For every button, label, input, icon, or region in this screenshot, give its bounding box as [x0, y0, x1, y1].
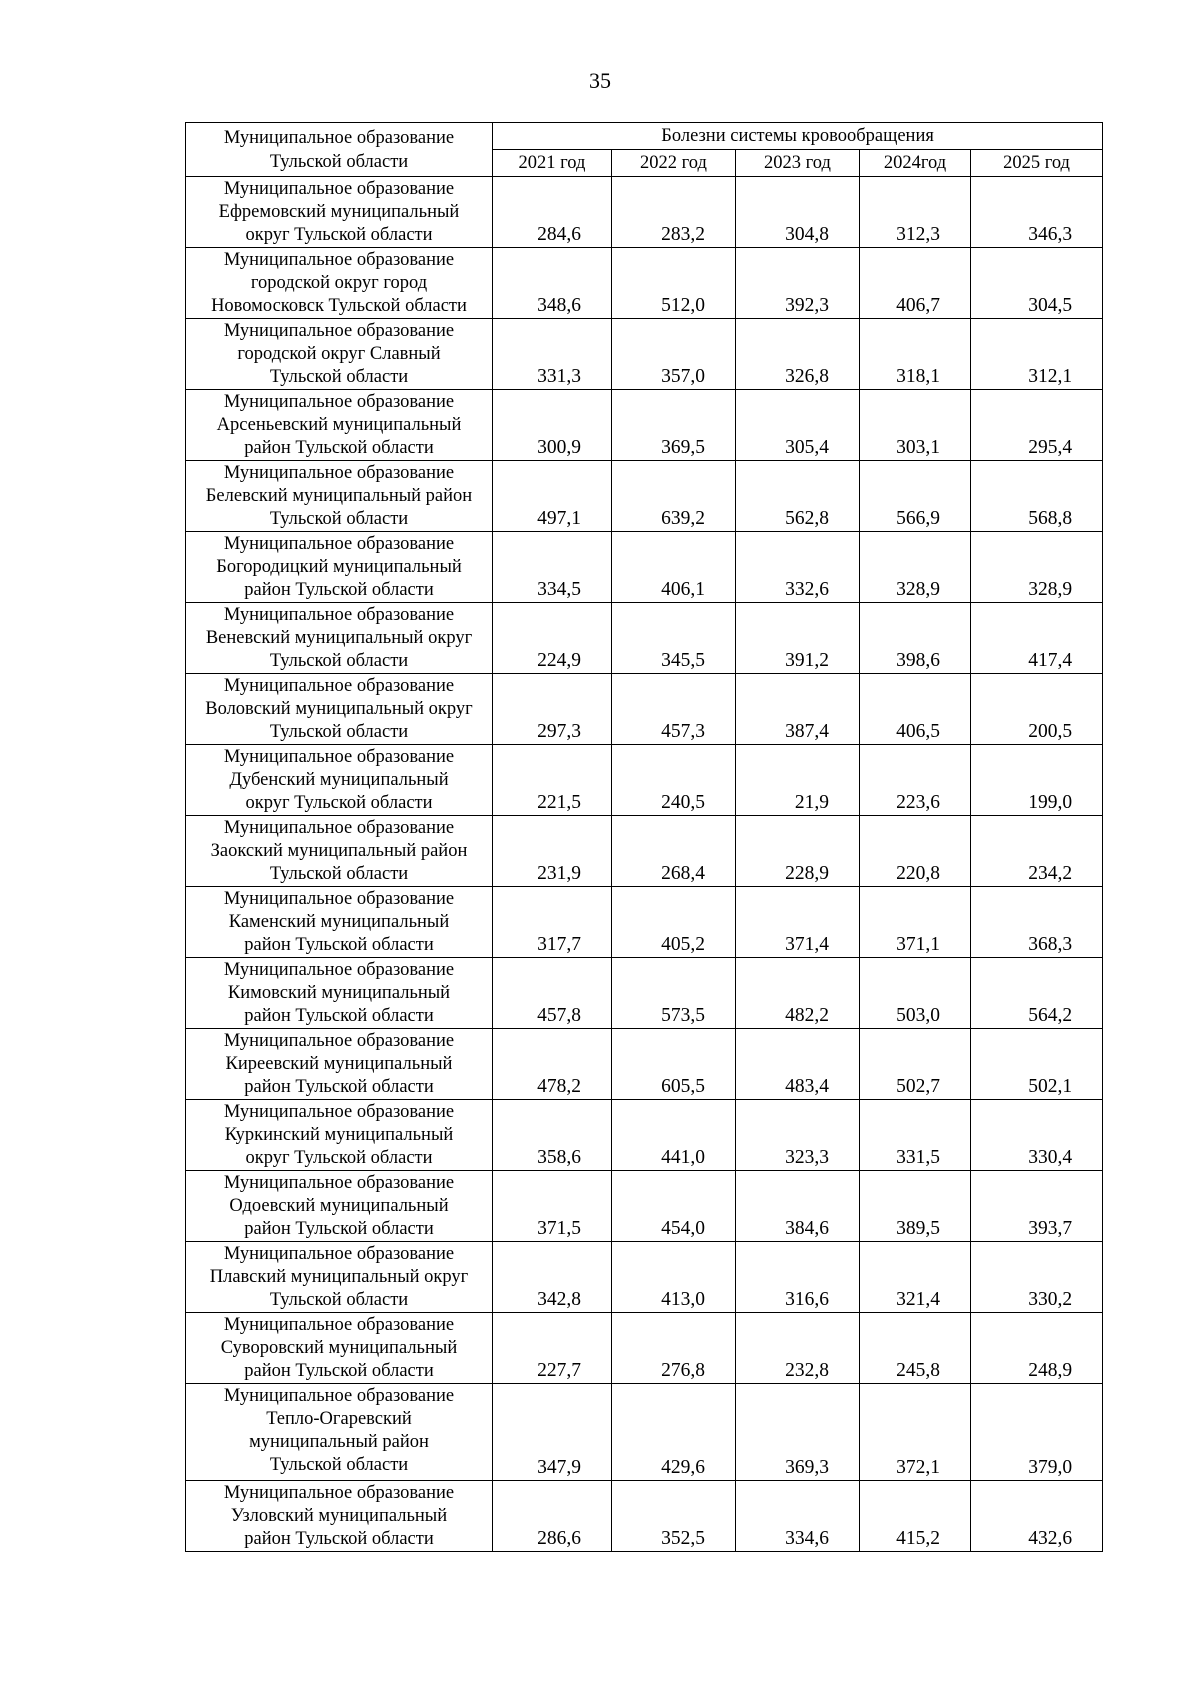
value-cell: 406,7: [860, 248, 971, 319]
municipality-name-line: Белевский муниципальный район: [205, 486, 473, 506]
municipality-name-line: Муниципальное образование: [223, 818, 455, 838]
value-cell: 429,6: [612, 1384, 736, 1481]
value-cell: 332,6: [736, 532, 860, 603]
value-cell: 305,4: [736, 390, 860, 461]
municipality-name: [186, 958, 493, 1029]
value-cell: 384,6: [736, 1171, 860, 1242]
value-cell: 284,6: [493, 177, 612, 248]
value-cell: 371,4: [736, 887, 860, 958]
value-cell: 334,5: [493, 532, 612, 603]
value-cell: 245,8: [860, 1313, 971, 1384]
municipality-name-line: городской округ Славный: [237, 344, 441, 364]
group-header: Болезни системы кровообращения: [493, 123, 1103, 150]
municipality-name-line: район Тульской области: [244, 1219, 434, 1239]
value-cell: 232,8: [736, 1313, 860, 1384]
municipality-name-line: городской округ город: [250, 273, 428, 293]
value-cell: 389,5: [860, 1171, 971, 1242]
value-cell: 415,2: [860, 1481, 971, 1552]
value-cell: 347,9: [493, 1384, 612, 1481]
municipality-name-line: Муниципальное образование: [223, 1483, 455, 1503]
table-row: [186, 1384, 1103, 1481]
municipality-name-line: Новомосковск Тульской области: [211, 296, 467, 316]
value-cell: 371,1: [860, 887, 971, 958]
municipality-name-line: Тульской области: [269, 1290, 409, 1310]
municipality-name-line: район Тульской области: [244, 1077, 434, 1097]
municipality-name-line: район Тульской области: [244, 580, 434, 600]
municipality-name: [186, 319, 493, 390]
value-cell: 321,4: [860, 1242, 971, 1313]
value-cell: 199,0: [971, 745, 1103, 816]
municipality-name: [186, 674, 493, 745]
value-cell: 406,5: [860, 674, 971, 745]
value-cell: 512,0: [612, 248, 736, 319]
value-cell: 297,3: [493, 674, 612, 745]
value-cell: 573,5: [612, 958, 736, 1029]
municipality-name-line: Тульской области: [269, 864, 409, 884]
value-cell: 304,8: [736, 177, 860, 248]
table-row: [186, 816, 1103, 887]
value-cell: 268,4: [612, 816, 736, 887]
table-row: [186, 319, 1103, 390]
municipality-name-line: Суворовский муниципальный: [220, 1338, 458, 1358]
year-header: 2022 год: [612, 150, 736, 177]
municipality-name-line: округ Тульской области: [245, 225, 433, 245]
value-cell: 639,2: [612, 461, 736, 532]
municipality-name-line: округ Тульской области: [245, 793, 433, 813]
municipality-name-line: Муниципальное образование: [223, 250, 455, 270]
value-cell: 234,2: [971, 816, 1103, 887]
value-cell: 497,1: [493, 461, 612, 532]
value-cell: 334,6: [736, 1481, 860, 1552]
municipality-name-line: Муниципальное образование: [223, 321, 455, 341]
municipality-name: [186, 461, 493, 532]
municipality-name-line: Муниципальное образование: [223, 392, 455, 412]
municipality-name-line: район Тульской области: [244, 1529, 434, 1549]
value-cell: 330,4: [971, 1100, 1103, 1171]
municipality-name: [186, 532, 493, 603]
table-body: [186, 177, 1103, 1552]
value-cell: 352,5: [612, 1481, 736, 1552]
year-header: 2024год: [860, 150, 971, 177]
table-header: [186, 123, 1103, 177]
page-number: 35: [589, 68, 611, 93]
value-cell: 417,4: [971, 603, 1103, 674]
value-cell: 483,4: [736, 1029, 860, 1100]
value-cell: 346,3: [971, 177, 1103, 248]
municipality-name-line: Муниципальное образование: [223, 605, 455, 625]
municipality-name: [186, 1029, 493, 1100]
value-cell: 304,5: [971, 248, 1103, 319]
municipality-name: [186, 390, 493, 461]
municipality-name: [186, 816, 493, 887]
value-cell: 286,6: [493, 1481, 612, 1552]
municipality-name-line: Муниципальное образование: [223, 179, 455, 199]
value-cell: 372,1: [860, 1384, 971, 1481]
table-row: [186, 603, 1103, 674]
value-cell: 441,0: [612, 1100, 736, 1171]
value-cell: 21,9: [736, 745, 860, 816]
value-cell: 369,3: [736, 1384, 860, 1481]
table-row: [186, 177, 1103, 248]
value-cell: 328,9: [971, 532, 1103, 603]
year-header: 2025 год: [971, 150, 1103, 177]
municipality-name-line: Веневский муниципальный округ: [205, 628, 473, 648]
value-cell: 368,3: [971, 887, 1103, 958]
municipality-name-line: район Тульской области: [244, 438, 434, 458]
value-cell: 303,1: [860, 390, 971, 461]
value-cell: 316,6: [736, 1242, 860, 1313]
value-cell: 503,0: [860, 958, 971, 1029]
value-cell: 323,3: [736, 1100, 860, 1171]
value-cell: 393,7: [971, 1171, 1103, 1242]
table-row: [186, 887, 1103, 958]
municipality-name-line: Воловский муниципальный округ: [205, 699, 473, 719]
value-cell: 371,5: [493, 1171, 612, 1242]
municipality-name-line: район Тульской области: [244, 935, 434, 955]
value-cell: 220,8: [860, 816, 971, 887]
municipality-name-line: Муниципальное образование: [223, 1315, 455, 1335]
value-cell: 348,6: [493, 248, 612, 319]
value-cell: 478,2: [493, 1029, 612, 1100]
value-cell: 562,8: [736, 461, 860, 532]
value-cell: 312,3: [860, 177, 971, 248]
value-cell: 432,6: [971, 1481, 1103, 1552]
value-cell: 318,1: [860, 319, 971, 390]
municipality-name-line: Тульской области: [269, 509, 409, 529]
table-row: [186, 1242, 1103, 1313]
value-cell: 331,5: [860, 1100, 971, 1171]
municipality-name-line: Богородицкий муниципальный: [216, 557, 462, 577]
municipality-name-line: Муниципальное образование: [223, 676, 455, 696]
value-cell: 358,6: [493, 1100, 612, 1171]
municipality-name-line: Тепло-Огаревский: [266, 1409, 412, 1429]
municipality-name-line: Муниципальное образование: [223, 463, 455, 483]
value-cell: 357,0: [612, 319, 736, 390]
mortality-table: [185, 122, 1103, 1552]
municipality-name-line: Тульской области: [269, 367, 409, 387]
value-cell: 457,3: [612, 674, 736, 745]
value-cell: 342,8: [493, 1242, 612, 1313]
municipality-name: [186, 745, 493, 816]
value-cell: 227,7: [493, 1313, 612, 1384]
value-cell: 566,9: [860, 461, 971, 532]
municipality-name-line: Тульской области: [269, 722, 409, 742]
value-cell: 328,9: [860, 532, 971, 603]
municipality-name-line: Арсеньевский муниципальный: [216, 415, 462, 435]
municipality-name: [186, 1242, 493, 1313]
municipality-name-line: Муниципальное образование: [223, 1244, 455, 1264]
value-cell: 248,9: [971, 1313, 1103, 1384]
municipality-name: [186, 1171, 493, 1242]
table-row: [186, 1313, 1103, 1384]
municipality-name-line: Каменский муниципальный: [228, 912, 450, 932]
value-cell: 283,2: [612, 177, 736, 248]
table-row: [186, 532, 1103, 603]
municipality-name-line: Муниципальное образование: [223, 960, 455, 980]
municipality-name-line: Муниципальное образование: [223, 889, 455, 909]
value-cell: 276,8: [612, 1313, 736, 1384]
municipality-name-line: Заокский муниципальный район: [210, 841, 468, 861]
value-cell: 221,5: [493, 745, 612, 816]
municipality-name-line: Дубенский муниципальный: [229, 770, 449, 790]
municipality-name: [186, 1384, 493, 1481]
municipality-name-line: Ефремовский муниципальный: [218, 202, 460, 222]
corner-header: [186, 123, 493, 177]
municipality-name-line: Муниципальное образование: [223, 1173, 455, 1193]
table-row: [186, 1481, 1103, 1552]
value-cell: 200,5: [971, 674, 1103, 745]
value-cell: 482,2: [736, 958, 860, 1029]
municipality-name: [186, 177, 493, 248]
table-row: [186, 1171, 1103, 1242]
municipality-name-line: Узловский муниципальный: [230, 1506, 448, 1526]
value-cell: 224,9: [493, 603, 612, 674]
value-cell: 223,6: [860, 745, 971, 816]
table-row: [186, 1029, 1103, 1100]
municipality-name: [186, 1313, 493, 1384]
municipality-name-line: Кимовский муниципальный: [227, 983, 451, 1003]
value-cell: 240,5: [612, 745, 736, 816]
value-cell: 231,9: [493, 816, 612, 887]
value-cell: 391,2: [736, 603, 860, 674]
value-cell: 300,9: [493, 390, 612, 461]
municipality-name-line: Муниципальное образование: [223, 1386, 455, 1406]
municipality-name: [186, 1481, 493, 1552]
value-cell: 406,1: [612, 532, 736, 603]
table-row: [186, 390, 1103, 461]
value-cell: 502,7: [860, 1029, 971, 1100]
table-row: [186, 958, 1103, 1029]
municipality-name: [186, 603, 493, 674]
value-cell: 330,2: [971, 1242, 1103, 1313]
municipality-name-line: Муниципальное образование: [223, 534, 455, 554]
table-row: [186, 248, 1103, 319]
value-cell: 312,1: [971, 319, 1103, 390]
municipality-name-line: Одоевский муниципальный: [229, 1196, 449, 1216]
municipality-name-line: Муниципальное образование: [223, 747, 455, 767]
value-cell: 502,1: [971, 1029, 1103, 1100]
municipality-name-line: район Тульской области: [244, 1006, 434, 1026]
municipality-name: [186, 1100, 493, 1171]
municipality-name-line: Плавский муниципальный округ: [209, 1267, 469, 1287]
value-cell: 326,8: [736, 319, 860, 390]
value-cell: 413,0: [612, 1242, 736, 1313]
value-cell: 392,3: [736, 248, 860, 319]
table-row: [186, 745, 1103, 816]
municipality-name-line: Тульской области: [269, 651, 409, 671]
value-cell: 317,7: [493, 887, 612, 958]
year-header: 2023 год: [736, 150, 860, 177]
year-header: 2021 год: [493, 150, 612, 177]
corner-header-line: Тульской области: [269, 152, 409, 172]
value-cell: 369,5: [612, 390, 736, 461]
municipality-name-line: Муниципальное образование: [223, 1102, 455, 1122]
value-cell: 228,9: [736, 816, 860, 887]
value-cell: 564,2: [971, 958, 1103, 1029]
municipality-name: [186, 248, 493, 319]
municipality-name-line: округ Тульской области: [245, 1148, 433, 1168]
corner-header-line: Муниципальное образование: [223, 128, 455, 148]
municipality-name-line: Тульской области: [269, 1455, 409, 1475]
municipality-name-line: Киреевский муниципальный: [225, 1054, 453, 1074]
municipality-name-line: Муниципальное образование: [223, 1031, 455, 1051]
municipality-name: [186, 887, 493, 958]
value-cell: 457,8: [493, 958, 612, 1029]
value-cell: 345,5: [612, 603, 736, 674]
table-row: [186, 461, 1103, 532]
table-row: [186, 674, 1103, 745]
municipality-name-line: муниципальный район: [249, 1432, 429, 1452]
value-cell: 454,0: [612, 1171, 736, 1242]
value-cell: 387,4: [736, 674, 860, 745]
value-cell: 398,6: [860, 603, 971, 674]
value-cell: 568,8: [971, 461, 1103, 532]
municipality-name-line: Куркинский муниципальный: [224, 1125, 454, 1145]
table-row: [186, 1100, 1103, 1171]
value-cell: 605,5: [612, 1029, 736, 1100]
municipality-name-line: район Тульской области: [244, 1361, 434, 1381]
value-cell: 295,4: [971, 390, 1103, 461]
value-cell: 331,3: [493, 319, 612, 390]
value-cell: 379,0: [971, 1384, 1103, 1481]
value-cell: 405,2: [612, 887, 736, 958]
